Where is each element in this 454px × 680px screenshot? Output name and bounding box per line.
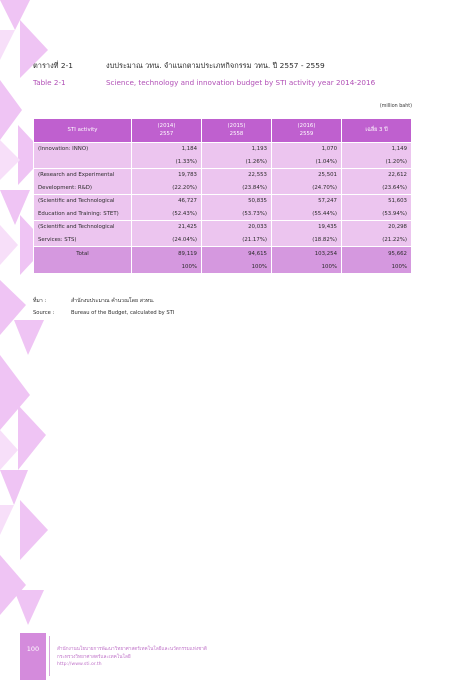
sti-budget-table: [33, 118, 412, 273]
table-row-stet: [34, 195, 412, 208]
footer-ministry: กระทรวงวิทยาศาสตร์และเทคโนโลยี: [57, 655, 131, 660]
page-number-tab: [20, 633, 46, 680]
table-row-inno-share: [34, 156, 412, 169]
total-share: 100%: [272, 260, 342, 273]
cell-value: 19,435: [272, 221, 342, 234]
cell-share: (55.44%): [272, 208, 342, 221]
footer-org-name: สำนักงานนโยบายการพัฒนาวิทยาศาสตร์เทคโนโลยีและนวัตกรรมแห่งชาติ: [57, 647, 207, 652]
cell-share: (52.43%): [132, 208, 202, 221]
total-share: 100%: [342, 260, 412, 273]
total-value: 95,662: [342, 247, 412, 261]
cell-share: (53.73%): [202, 208, 272, 221]
cell-share: (21.17%): [202, 234, 272, 247]
total-label: Total: [34, 247, 132, 261]
source-text-th: สำนักงบประมาณ คำนวณโดย สวทน.: [71, 298, 155, 304]
header-year-2016: (2016) 2559: [272, 119, 342, 143]
row-label-cont: [34, 156, 132, 169]
table-label-en: Table 2-1: [33, 78, 66, 87]
cell-value: 25,501: [272, 169, 342, 182]
row-label-cont: Development: R&D): [34, 182, 132, 195]
cell-share: (53.94%): [342, 208, 412, 221]
cell-share: (22.20%): [132, 182, 202, 195]
cell-share: (1.20%): [342, 156, 412, 169]
table-row-stet-share: [34, 208, 412, 221]
total-value: 89,119: [132, 247, 202, 261]
table-title-th: งบประมาณ วทน. จำแนกตามประเภทกิจกรรม วทน. ปี 2557 - 2559: [106, 61, 325, 70]
cell-value: 21,425: [132, 221, 202, 234]
cell-value: 50,835: [202, 195, 272, 208]
header-average: เฉลี่ย 3 ปี: [342, 119, 412, 143]
table-row-inno: [34, 143, 412, 156]
source-text-en: Bureau of the Budget, calculated by STI: [71, 310, 175, 316]
table-row-sts: [34, 221, 412, 234]
header-year-2014: (2014) 2557: [132, 119, 202, 143]
cell-share: (21.22%): [342, 234, 412, 247]
table-row-sts-share: [34, 234, 412, 247]
total-value: 94,615: [202, 247, 272, 261]
footer-divider: [49, 636, 50, 676]
cell-value: 20,298: [342, 221, 412, 234]
row-label-cont: Education and Training: STET): [34, 208, 132, 221]
cell-value: 19,783: [132, 169, 202, 182]
cell-value: 20,033: [202, 221, 272, 234]
cell-value: 1,149: [342, 143, 412, 156]
cell-share: (24.70%): [272, 182, 342, 195]
total-share: 100%: [202, 260, 272, 273]
table-row-rnd-share: [34, 182, 412, 195]
cell-value: 1,184: [132, 143, 202, 156]
row-label: (Scientific and Technological: [34, 221, 132, 234]
unit-note: (million baht): [379, 104, 412, 109]
row-label: (Scientific and Technological: [34, 195, 132, 208]
source-label-th: ที่มา :: [33, 298, 47, 304]
row-label: (Innovation: INNO): [34, 143, 132, 156]
cell-share: (1.26%): [202, 156, 272, 169]
table-title-en: Science, technology and innovation budget by STI activity year 2014-2016: [106, 78, 376, 87]
cell-share: (23.64%): [342, 182, 412, 195]
total-label-cont: [34, 260, 132, 273]
header-activity: STI activity: [34, 119, 132, 143]
row-label: (Research and Experimental: [34, 169, 132, 182]
header-year-2015: (2015) 2558: [202, 119, 272, 143]
page-number: 100: [26, 645, 40, 653]
cell-value: 22,553: [202, 169, 272, 182]
cell-share: (1.04%): [272, 156, 342, 169]
cell-share: (1.33%): [132, 156, 202, 169]
table-label-th: ตารางที่ 2-1: [33, 61, 73, 70]
table-header-row: [34, 119, 412, 143]
cell-value: 57,247: [272, 195, 342, 208]
total-value: 103,254: [272, 247, 342, 261]
cell-share: (23.84%): [202, 182, 272, 195]
total-share: 100%: [132, 260, 202, 273]
cell-share: (18.82%): [272, 234, 342, 247]
table-row-total-share: [34, 260, 412, 273]
footer-url: http://www.sti.or.th: [57, 662, 102, 667]
cell-value: 22,612: [342, 169, 412, 182]
decorative-triangle-pattern: [0, 0, 60, 680]
cell-value: 1,193: [202, 143, 272, 156]
cell-share: (24.04%): [132, 234, 202, 247]
row-label-cont: Services: STS): [34, 234, 132, 247]
cell-value: 51,603: [342, 195, 412, 208]
table-row-total: [34, 247, 412, 261]
cell-value: 1,070: [272, 143, 342, 156]
table-row-rnd: [34, 169, 412, 182]
source-label-en: Source :: [33, 310, 55, 316]
cell-value: 46,727: [132, 195, 202, 208]
